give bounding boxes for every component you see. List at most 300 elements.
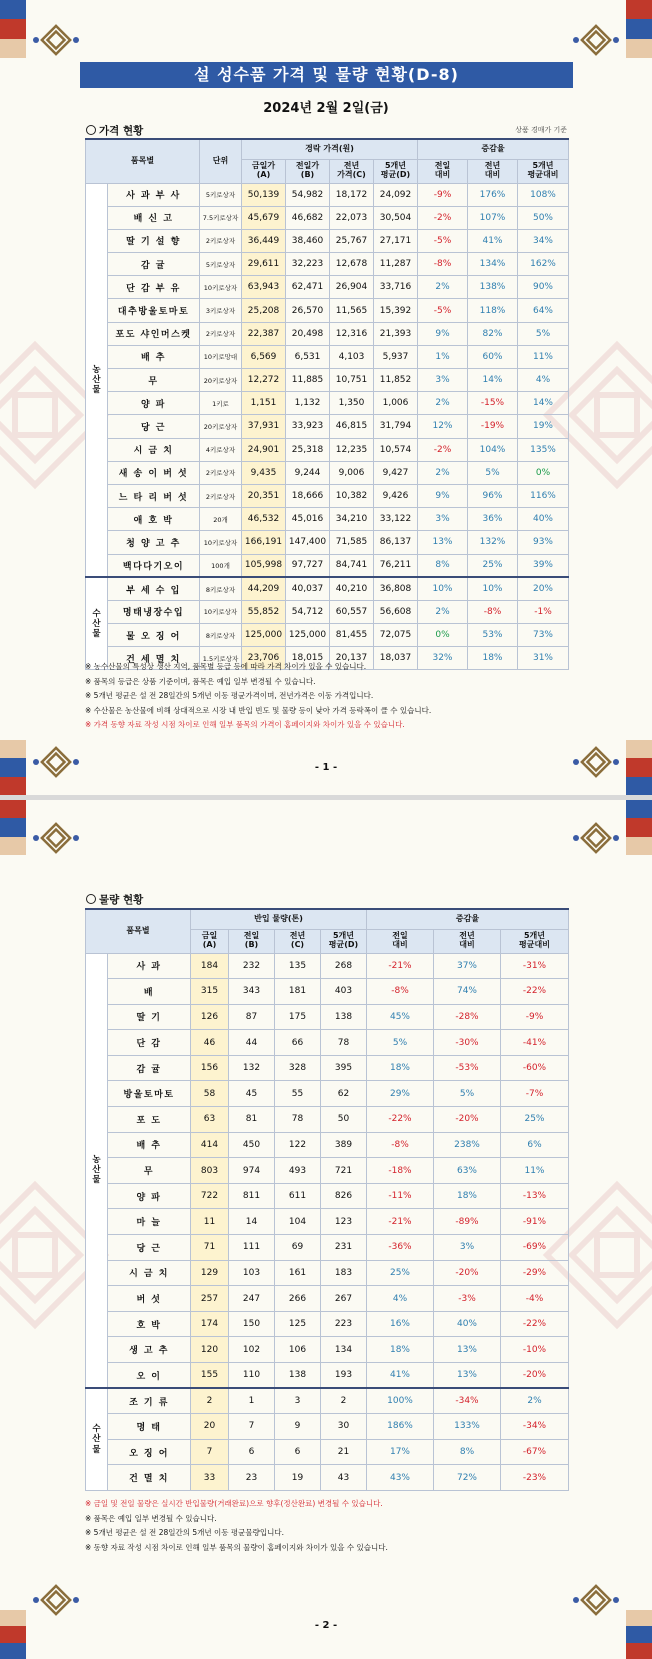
item-unit: 20키로상자 [200, 415, 242, 438]
item-name: 버 섯 [108, 1286, 191, 1312]
value-prev-day: 20,498 [286, 322, 330, 345]
table-row [86, 508, 569, 531]
table-row [86, 461, 569, 484]
rate-vs-year: 10% [468, 577, 518, 600]
value-today: 71 [191, 1235, 229, 1261]
value-last-year: 12,235 [330, 438, 374, 461]
value-avg5: 27,171 [374, 229, 418, 252]
value-today: 44,209 [242, 577, 286, 600]
value-today: 33 [191, 1465, 229, 1491]
value-prev-day: 46,682 [286, 206, 330, 229]
rate-vs-year: 82% [468, 322, 518, 345]
value-today: 46 [191, 1030, 229, 1056]
value-today: 414 [191, 1132, 229, 1158]
item-name: 건 세 멸 치 [108, 647, 200, 670]
item-name: 딸 기 [108, 1004, 191, 1030]
rate-vs-avg: 25% [501, 1107, 569, 1133]
item-name: 오 징 어 [108, 1439, 191, 1465]
value-avg5: 138 [321, 1004, 367, 1030]
rate-vs-year: 3% [434, 1235, 501, 1261]
rate-vs-year: 107% [468, 206, 518, 229]
item-unit: 1키로 [200, 392, 242, 415]
value-today: 125,000 [242, 624, 286, 647]
table-row [86, 1260, 569, 1286]
value-avg5: 9,427 [374, 461, 418, 484]
item-name: 마 늘 [108, 1209, 191, 1235]
ornament-icon [570, 818, 622, 858]
rate-vs-prev: 100% [367, 1388, 434, 1414]
item-name: 느 타 리 버 섯 [108, 484, 200, 507]
rate-vs-year: -34% [434, 1388, 501, 1414]
value-last-year: 11,565 [330, 299, 374, 322]
table-row [86, 1183, 569, 1209]
item-name: 양 파 [108, 392, 200, 415]
note-line: ※ 금일 및 전일 물량은 실시간 반입물량(거래완료)으로 향후(정산완료) 변경될 수 있습니다. [85, 1499, 383, 1508]
rate-vs-prev: 9% [418, 322, 468, 345]
item-unit: 10키로상자 [200, 276, 242, 299]
value-prev-day: 14 [229, 1209, 275, 1235]
rate-vs-prev: 18% [367, 1055, 434, 1081]
pattern-strip [0, 1610, 26, 1659]
value-today: 315 [191, 979, 229, 1005]
value-prev-day: 147,400 [286, 531, 330, 554]
value-today: 6,569 [242, 345, 286, 368]
col-header-vs-prev: 전일 대비 [418, 159, 468, 183]
item-unit: 5키로상자 [200, 183, 242, 206]
item-name: 새 송 이 버 섯 [108, 461, 200, 484]
value-last-year: 46,815 [330, 415, 374, 438]
value-prev-day: 45 [229, 1081, 275, 1107]
volume-table [85, 908, 569, 1491]
rate-vs-avg: -20% [501, 1363, 569, 1389]
rate-vs-prev: -18% [367, 1158, 434, 1184]
item-name: 당 근 [108, 1235, 191, 1261]
rate-vs-avg: 162% [518, 253, 569, 276]
rate-vs-year: 74% [434, 979, 501, 1005]
value-avg5: 223 [321, 1311, 367, 1337]
rate-vs-year: 118% [468, 299, 518, 322]
pattern-strip [626, 1610, 652, 1659]
rate-vs-year: -20% [434, 1107, 501, 1133]
rate-vs-avg: -9% [501, 1004, 569, 1030]
value-today: 45,679 [242, 206, 286, 229]
rate-vs-avg: 93% [518, 531, 569, 554]
pattern-strip [626, 0, 652, 58]
col-header-vs-avg: 5개년 평균대비 [501, 929, 569, 953]
item-unit: 2키로상자 [200, 461, 242, 484]
value-last-year: 25,767 [330, 229, 374, 252]
rate-vs-prev: -8% [418, 253, 468, 276]
rate-vs-prev: 12% [418, 415, 468, 438]
value-avg5: 30,504 [374, 206, 418, 229]
rate-vs-prev: 5% [367, 1030, 434, 1056]
value-prev-day: 811 [229, 1183, 275, 1209]
item-name: 무 [108, 369, 200, 392]
value-prev-day: 25,318 [286, 438, 330, 461]
table-row [86, 369, 569, 392]
note-line: ※ 품목은 예입 일부 변경될 수 있습니다. [85, 1513, 217, 1523]
item-name: 양 파 [108, 1183, 191, 1209]
value-last-year: 10,382 [330, 484, 374, 507]
value-prev-day: 150 [229, 1311, 275, 1337]
rate-vs-avg: -7% [501, 1081, 569, 1107]
rate-vs-prev: -21% [367, 1209, 434, 1235]
rate-vs-year: 133% [434, 1414, 501, 1440]
item-name: 오 이 [108, 1363, 191, 1389]
value-last-year: 9 [275, 1414, 321, 1440]
item-name: 배 신 고 [108, 206, 200, 229]
ornament-icon [570, 20, 622, 60]
value-prev-day: 9,244 [286, 461, 330, 484]
value-prev-day: 81 [229, 1107, 275, 1133]
value-last-year: 84,741 [330, 554, 374, 577]
value-avg5: 43 [321, 1465, 367, 1491]
item-unit: 2키로상자 [200, 322, 242, 345]
value-prev-day: 110 [229, 1363, 275, 1389]
table-row [86, 206, 569, 229]
value-today: 22,387 [242, 322, 286, 345]
col-header-unit: 단위 [200, 139, 242, 183]
value-last-year: 18,172 [330, 183, 374, 206]
rate-vs-prev: 2% [418, 392, 468, 415]
table-row [86, 438, 569, 461]
value-last-year: 4,103 [330, 345, 374, 368]
value-last-year: 493 [275, 1158, 321, 1184]
value-today: 23,706 [242, 647, 286, 670]
rate-vs-prev: 45% [367, 1004, 434, 1030]
page-2 [0, 800, 652, 1659]
value-today: 155 [191, 1363, 229, 1389]
table-row [86, 554, 569, 577]
table-row [86, 600, 569, 623]
rate-vs-year: 132% [468, 531, 518, 554]
col-header-vs-year: 전년 대비 [468, 159, 518, 183]
value-today: 722 [191, 1183, 229, 1209]
table-row [86, 484, 569, 507]
item-name: 감 귤 [108, 1055, 191, 1081]
col-header-vs-avg: 5개년 평균대비 [518, 159, 569, 183]
value-today: 105,998 [242, 554, 286, 577]
value-prev-day: 247 [229, 1286, 275, 1312]
rate-vs-avg: -29% [501, 1260, 569, 1286]
item-name: 청 양 고 추 [108, 531, 200, 554]
value-avg5: 56,608 [374, 600, 418, 623]
item-name: 호 박 [108, 1311, 191, 1337]
table-row [86, 1055, 569, 1081]
rate-vs-year: 96% [468, 484, 518, 507]
col-header-change-group: 증감율 [367, 909, 569, 929]
rate-vs-prev: 2% [418, 461, 468, 484]
rate-vs-year: 13% [434, 1363, 501, 1389]
page-number: - 2 - [314, 1620, 338, 1631]
table-row [86, 953, 569, 979]
value-avg5: 2 [321, 1388, 367, 1414]
value-avg5: 5,937 [374, 345, 418, 368]
ornament-icon [30, 1580, 82, 1620]
value-prev-day: 54,712 [286, 600, 330, 623]
value-prev-day: 54,982 [286, 183, 330, 206]
page-number: - 1 - [314, 762, 338, 773]
rate-vs-prev: 8% [418, 554, 468, 577]
item-name: 건 멸 치 [108, 1465, 191, 1491]
rate-vs-avg: 6% [501, 1132, 569, 1158]
rate-vs-avg: -91% [501, 1209, 569, 1235]
col-header-item: 품목별 [86, 139, 200, 183]
item-name: 대추방울토마토 [108, 299, 200, 322]
value-today: 120 [191, 1337, 229, 1363]
value-last-year: 55 [275, 1081, 321, 1107]
rate-vs-prev: -8% [367, 1132, 434, 1158]
rate-vs-avg: 40% [518, 508, 569, 531]
rate-vs-avg: 4% [518, 369, 569, 392]
rate-vs-year: 13% [434, 1337, 501, 1363]
item-unit: 20개 [200, 508, 242, 531]
circle-bullet-icon [86, 894, 96, 904]
page-1 [0, 0, 652, 795]
item-name: 딸 기 설 향 [108, 229, 200, 252]
value-today: 12,272 [242, 369, 286, 392]
value-prev-day: 1,132 [286, 392, 330, 415]
table-row [86, 531, 569, 554]
rate-vs-prev: -21% [367, 953, 434, 979]
rate-vs-avg: 14% [518, 392, 569, 415]
value-avg5: 62 [321, 1081, 367, 1107]
rate-vs-year: 5% [434, 1081, 501, 1107]
rate-vs-avg: 19% [518, 415, 569, 438]
table-row [86, 1081, 569, 1107]
item-name: 조 기 류 [108, 1388, 191, 1414]
rate-vs-avg: 31% [518, 647, 569, 670]
value-last-year: 71,585 [330, 531, 374, 554]
item-unit: 7.5키로상자 [200, 206, 242, 229]
table-row [86, 1439, 569, 1465]
rate-vs-prev: 3% [418, 369, 468, 392]
rate-vs-year: 41% [468, 229, 518, 252]
value-last-year: 266 [275, 1286, 321, 1312]
rate-vs-prev: 32% [418, 647, 468, 670]
table-row [86, 1337, 569, 1363]
value-avg5: 86,137 [374, 531, 418, 554]
value-prev-day: 103 [229, 1260, 275, 1286]
value-avg5: 30 [321, 1414, 367, 1440]
rate-vs-prev: -2% [418, 206, 468, 229]
rate-vs-prev: 10% [418, 577, 468, 600]
value-avg5: 24,092 [374, 183, 418, 206]
value-last-year: 66 [275, 1030, 321, 1056]
item-unit: 1.5키로상자 [200, 647, 242, 670]
rate-vs-prev: 25% [367, 1260, 434, 1286]
rate-vs-year: 60% [468, 345, 518, 368]
table-row [86, 415, 569, 438]
value-avg5: 10,574 [374, 438, 418, 461]
value-today: 63 [191, 1107, 229, 1133]
table-row [86, 253, 569, 276]
item-name: 사 과 부 사 [108, 183, 200, 206]
value-today: 7 [191, 1439, 229, 1465]
pattern-strip [0, 0, 26, 58]
rate-vs-prev: 3% [418, 508, 468, 531]
price-table [85, 138, 569, 670]
value-avg5: 33,716 [374, 276, 418, 299]
rate-vs-prev: -5% [418, 299, 468, 322]
rate-vs-prev: 29% [367, 1081, 434, 1107]
value-last-year: 135 [275, 953, 321, 979]
value-last-year: 6 [275, 1439, 321, 1465]
value-avg5: 268 [321, 953, 367, 979]
value-today: 2 [191, 1388, 229, 1414]
rate-vs-prev: 2% [418, 600, 468, 623]
rate-vs-avg: 34% [518, 229, 569, 252]
rate-vs-prev: 0% [418, 624, 468, 647]
table-row [86, 276, 569, 299]
value-last-year: 611 [275, 1183, 321, 1209]
rate-vs-prev: 9% [418, 484, 468, 507]
value-last-year: 12,678 [330, 253, 374, 276]
value-avg5: 36,808 [374, 577, 418, 600]
ornament-icon [30, 818, 82, 858]
note-line: ※ 가격 동향 자료 작성 시점 차이로 인해 일부 품목의 가격이 홈페이지와 차이가 있을 수 있습니다. [85, 720, 405, 729]
value-avg5: 395 [321, 1055, 367, 1081]
item-unit: 5키로상자 [200, 253, 242, 276]
value-avg5: 134 [321, 1337, 367, 1363]
value-today: 37,931 [242, 415, 286, 438]
rate-vs-prev: 4% [367, 1286, 434, 1312]
value-avg5: 11,287 [374, 253, 418, 276]
table-row [86, 1465, 569, 1491]
value-prev-day: 97,727 [286, 554, 330, 577]
table-row [86, 1388, 569, 1414]
table-row [86, 183, 569, 206]
item-unit: 3키로상자 [200, 299, 242, 322]
rate-vs-prev: -9% [418, 183, 468, 206]
group-label: 수 산 물 [86, 577, 108, 670]
rate-vs-year: 134% [468, 253, 518, 276]
table-row [86, 322, 569, 345]
note-line: ※ 5개년 평균은 설 전 28일간의 5개년 이동 평균물량입니다. [85, 1528, 284, 1537]
rate-vs-year: 18% [468, 647, 518, 670]
value-last-year: 40,210 [330, 577, 374, 600]
note-line: ※ 5개년 평균은 설 전 28일간의 5개년 이동 평균가격이며, 전년가격은 이동 가격입니다. [85, 691, 374, 700]
value-prev-day: 32,223 [286, 253, 330, 276]
item-name: 생 고 추 [108, 1337, 191, 1363]
value-today: 50,139 [242, 183, 286, 206]
item-name: 시 금 치 [108, 438, 200, 461]
value-today: 20,351 [242, 484, 286, 507]
value-avg5: 403 [321, 979, 367, 1005]
rate-vs-year: -30% [434, 1030, 501, 1056]
rate-vs-avg: 116% [518, 484, 569, 507]
item-unit: 10키로상자 [200, 531, 242, 554]
value-prev-day: 6,531 [286, 345, 330, 368]
value-last-year: 122 [275, 1132, 321, 1158]
rate-vs-avg: 50% [518, 206, 569, 229]
group-label: 농 산 물 [86, 183, 108, 577]
value-prev-day: 132 [229, 1055, 275, 1081]
table-row [86, 1363, 569, 1389]
rate-vs-year: -28% [434, 1004, 501, 1030]
item-unit: 4키로상자 [200, 438, 242, 461]
table-row [86, 1030, 569, 1056]
rate-vs-year: -53% [434, 1055, 501, 1081]
value-avg5: 9,426 [374, 484, 418, 507]
rate-vs-year: 176% [468, 183, 518, 206]
value-prev-day: 1 [229, 1388, 275, 1414]
value-prev-day: 40,037 [286, 577, 330, 600]
value-last-year: 138 [275, 1363, 321, 1389]
table-row [86, 392, 569, 415]
value-today: 46,532 [242, 508, 286, 531]
value-avg5: 33,122 [374, 508, 418, 531]
value-avg5: 72,075 [374, 624, 418, 647]
item-name: 시 금 치 [108, 1260, 191, 1286]
rate-vs-avg: -60% [501, 1055, 569, 1081]
item-name: 물 오 징 어 [108, 624, 200, 647]
item-unit: 2키로상자 [200, 229, 242, 252]
rate-vs-prev: 2% [418, 276, 468, 299]
rate-vs-year: 8% [434, 1439, 501, 1465]
col-header-today: 금일 (A) [191, 929, 229, 953]
value-last-year: 106 [275, 1337, 321, 1363]
pattern-strip [0, 800, 26, 855]
rate-vs-avg: 20% [518, 577, 569, 600]
value-today: 156 [191, 1055, 229, 1081]
value-today: 29,611 [242, 253, 286, 276]
rate-vs-prev: -5% [418, 229, 468, 252]
col-header-last-year: 전년 (C) [275, 929, 321, 953]
value-avg5: 123 [321, 1209, 367, 1235]
rate-vs-avg: -34% [501, 1414, 569, 1440]
value-prev-day: 26,570 [286, 299, 330, 322]
item-name: 감 귤 [108, 253, 200, 276]
value-last-year: 78 [275, 1107, 321, 1133]
value-today: 129 [191, 1260, 229, 1286]
rate-vs-avg: 11% [518, 345, 569, 368]
value-today: 174 [191, 1311, 229, 1337]
rate-vs-prev: 18% [367, 1337, 434, 1363]
value-last-year: 3 [275, 1388, 321, 1414]
table-row [86, 299, 569, 322]
value-prev-day: 62,471 [286, 276, 330, 299]
item-name: 방울토마토 [108, 1081, 191, 1107]
rate-vs-avg: 73% [518, 624, 569, 647]
value-last-year: 22,073 [330, 206, 374, 229]
value-avg5: 1,006 [374, 392, 418, 415]
value-last-year: 20,137 [330, 647, 374, 670]
value-avg5: 826 [321, 1183, 367, 1209]
rate-vs-prev: -11% [367, 1183, 434, 1209]
value-prev-day: 125,000 [286, 624, 330, 647]
item-name: 단 감 [108, 1030, 191, 1056]
value-prev-day: 18,015 [286, 647, 330, 670]
value-today: 55,852 [242, 600, 286, 623]
ornament-icon [30, 20, 82, 60]
value-today: 184 [191, 953, 229, 979]
item-name: 백다다기오이 [108, 554, 200, 577]
rate-vs-prev: -2% [418, 438, 468, 461]
rate-vs-prev: 186% [367, 1414, 434, 1440]
value-prev-day: 45,016 [286, 508, 330, 531]
value-prev-day: 343 [229, 979, 275, 1005]
item-unit: 8키로상자 [200, 624, 242, 647]
value-avg5: 15,392 [374, 299, 418, 322]
table-row [86, 1209, 569, 1235]
item-unit: 8키로상자 [200, 577, 242, 600]
item-name: 포 도 [108, 1107, 191, 1133]
col-header-auction-group: 경락 가격(원) [242, 139, 418, 159]
item-name: 포도 샤인머스켓 [108, 322, 200, 345]
rate-vs-avg: -69% [501, 1235, 569, 1261]
pattern-strip [626, 800, 652, 855]
